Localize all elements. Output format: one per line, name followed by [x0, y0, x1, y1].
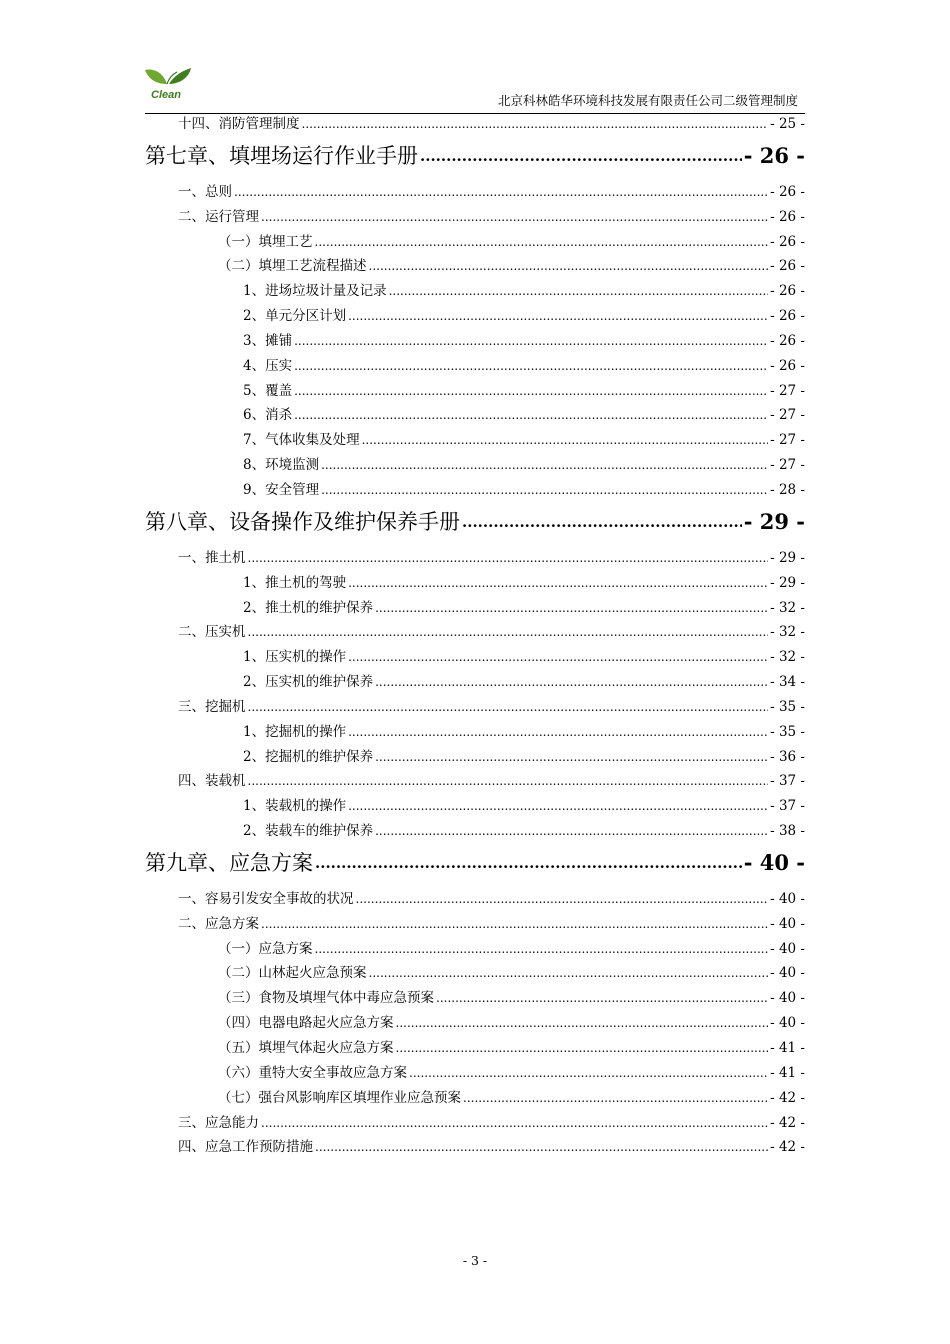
toc-entry[interactable] — [145, 566, 805, 591]
toc-entry-title: 2、装载车的维护保养 — [243, 823, 374, 840]
toc-leader-dots — [348, 649, 768, 665]
toc-entry[interactable] — [145, 1131, 805, 1156]
toc-entry[interactable] — [145, 250, 805, 275]
toc-leader-dots — [248, 699, 769, 715]
company-header: 北京科林皓华环境科技发展有限责任公司二级管理制度 — [497, 93, 798, 108]
toc-entry-page: - 38 - — [770, 823, 805, 840]
toc-entry-page: - 42 - — [770, 1089, 805, 1106]
toc-entry[interactable] — [145, 814, 805, 839]
toc-entry[interactable] — [145, 1081, 805, 1106]
toc-entry-page: - 27 - — [770, 432, 805, 449]
toc-leader-dots — [375, 600, 768, 616]
toc-entry-page: - 34 - — [770, 674, 805, 691]
toc-entry-page: - 40 - — [743, 850, 805, 876]
toc-leader-dots — [348, 724, 768, 740]
toc-entry-title: 第八章、设备操作及维护保养手册 — [145, 509, 460, 534]
toc-entry-title: 1、进场垃圾计量及记录 — [243, 283, 387, 300]
toc-leader-dots — [369, 965, 769, 981]
toc-entry[interactable] — [145, 299, 805, 324]
toc-entry-page: - 27 - — [770, 457, 805, 474]
toc-entry-page: - 29 - — [770, 549, 805, 566]
toc-entry-title: 2、压实机的维护保养 — [243, 674, 374, 691]
toc-leader-dots — [463, 1090, 768, 1106]
toc-entry[interactable] — [145, 740, 805, 765]
toc-entry[interactable] — [145, 200, 805, 225]
toc-entry-page: - 26 - — [770, 183, 805, 200]
toc-entry[interactable] — [145, 690, 805, 715]
toc-leader-dots — [248, 624, 769, 640]
toc-entry-title: 2、单元分区计划 — [243, 308, 347, 325]
toc-entry-title: （一）应急方案 — [218, 940, 313, 957]
toc-entry-page: - 26 - — [770, 332, 805, 349]
toc-entry[interactable] — [145, 715, 805, 740]
toc-entry-page: - 40 - — [770, 940, 805, 957]
toc-entry[interactable] — [145, 116, 805, 132]
toc-entry-page: - 35 - — [770, 698, 805, 715]
toc-entry-title: 3、摊铺 — [243, 332, 293, 349]
toc-entry-page: - 26 - — [770, 357, 805, 374]
toc-leader-dots — [462, 507, 742, 535]
toc-entry-page: - 41 - — [770, 1064, 805, 1081]
toc-leader-dots — [234, 184, 768, 200]
leaf-logo-icon — [143, 66, 195, 102]
toc-leader-dots — [375, 823, 768, 839]
toc-entry[interactable] — [145, 957, 805, 982]
toc-leader-dots — [294, 333, 768, 349]
toc-entry-page: - 26 - — [743, 143, 805, 168]
toc-entry-page: - 40 - — [770, 965, 805, 982]
toc-leader-dots — [348, 575, 768, 591]
toc-entry[interactable] — [145, 349, 805, 374]
toc-entry-page: - 41 - — [770, 1040, 805, 1056]
toc-leader-dots — [389, 283, 769, 299]
toc-entry-page: - 28 - — [770, 481, 805, 498]
toc-entry-title: 一、总则 — [178, 183, 232, 200]
toc-leader-dots — [315, 848, 742, 876]
page-number: - 3 - — [462, 1253, 488, 1268]
toc-entry[interactable] — [145, 324, 805, 349]
toc-entry-page: - 25 - — [770, 116, 805, 132]
toc-entry[interactable] — [145, 591, 805, 616]
toc-entry[interactable] — [145, 541, 805, 566]
toc-entry-page: - 42 - — [770, 1139, 805, 1156]
toc-leader-dots — [248, 550, 769, 566]
toc-entry-page: - 36 - — [770, 748, 805, 765]
toc-entry-title: （二）填埋工艺流程描述 — [218, 258, 367, 275]
toc-entry-title: （四）电器电路起火应急方案 — [218, 1015, 394, 1032]
toc-entry-title: 5、覆盖 — [243, 382, 293, 399]
toc-entry[interactable] — [145, 448, 805, 473]
toc-entry-title: 一、容易引发安全事故的状况 — [178, 890, 354, 907]
toc-entry[interactable] — [145, 225, 805, 250]
toc-entry-page: - 40 - — [770, 915, 805, 932]
header-rule — [145, 113, 805, 114]
toc-leader-dots — [409, 1065, 768, 1081]
toc-leader-dots — [261, 916, 768, 932]
toc-entry-title: 4、压实 — [243, 357, 293, 374]
toc-entry[interactable] — [145, 423, 805, 448]
toc-leader-dots — [396, 1015, 769, 1031]
toc-leader-dots — [362, 432, 769, 448]
toc-leader-dots — [321, 482, 768, 498]
toc-leader-dots — [315, 234, 769, 250]
toc-entry-page: - 27 - — [770, 407, 805, 424]
toc-entry[interactable] — [145, 399, 805, 424]
toc-entry[interactable] — [145, 274, 805, 299]
company-logo — [143, 66, 195, 102]
toc-entry-page: - 42 - — [770, 1114, 805, 1131]
toc-entry-title: 二、运行管理 — [178, 208, 259, 225]
toc-entry[interactable] — [145, 1106, 805, 1131]
toc-entry-title: 二、应急方案 — [178, 915, 259, 932]
toc-entry[interactable] — [145, 882, 805, 907]
toc-entry-page: - 40 - — [770, 1015, 805, 1032]
toc-entry-page: - 26 - — [770, 308, 805, 325]
toc-entry[interactable] — [145, 1031, 805, 1056]
toc-leader-dots — [261, 209, 768, 225]
toc-leader-dots — [315, 941, 769, 957]
toc-entry-title: 7、气体收集及处理 — [243, 432, 360, 449]
toc-entry-page: - 40 - — [770, 990, 805, 1007]
toc-entry-page: - 32 - — [770, 599, 805, 616]
toc-entry-title: 1、推土机的驾驶 — [243, 574, 347, 591]
toc-leader-dots — [356, 891, 769, 907]
toc-entry-title: 第七章、填埋场运行作业手册 — [145, 144, 418, 168]
toc-entry-title: 1、压实机的操作 — [243, 649, 347, 666]
toc-entry[interactable] — [145, 932, 805, 957]
toc-entry[interactable] — [145, 473, 805, 498]
toc-entry-page: - 26 - — [770, 233, 805, 250]
toc-leader-dots — [420, 141, 742, 169]
toc-leader-dots — [261, 1115, 768, 1131]
toc-entry[interactable] — [145, 1006, 805, 1031]
toc-leader-dots — [248, 773, 769, 789]
table-of-contents — [145, 116, 805, 1155]
toc-entry-title: （二）山林起火应急预案 — [218, 965, 367, 982]
toc-leader-dots — [321, 457, 768, 473]
toc-entry[interactable] — [145, 907, 805, 932]
toc-leader-dots — [348, 798, 768, 814]
toc-entry-title: 1、装载机的操作 — [243, 798, 347, 815]
toc-entry-title: 三、应急能力 — [178, 1114, 259, 1131]
toc-entry-page: - 32 - — [770, 624, 805, 641]
toc-entry-page: - 37 - — [770, 798, 805, 815]
toc-leader-dots — [436, 990, 768, 1006]
toc-entry[interactable] — [145, 665, 805, 690]
toc-entry[interactable] — [145, 616, 805, 641]
logo-text: Clean — [151, 89, 181, 101]
toc-leader-dots — [294, 358, 768, 374]
toc-entry-title: 第九章、应急方案 — [145, 851, 313, 876]
toc-chapter-entry[interactable] — [145, 498, 805, 541]
toc-entry-page: - 26 - — [770, 283, 805, 300]
toc-entry[interactable] — [145, 374, 805, 399]
toc-entry-page: - 29 - — [770, 574, 805, 591]
toc-entry-title: 8、环境监测 — [243, 457, 320, 474]
toc-entry-title: （三）食物及填埋气体中毒应急预案 — [218, 990, 434, 1007]
toc-leader-dots — [396, 1040, 769, 1056]
toc-leader-dots — [375, 674, 768, 690]
toc-entry-title: 二、压实机 — [178, 624, 246, 641]
toc-entry-title: 十四、消防管理制度 — [178, 116, 300, 132]
toc-entry[interactable] — [145, 175, 805, 200]
toc-entry-title: （五）填埋气体起火应急方案 — [218, 1040, 394, 1056]
toc-leader-dots — [375, 749, 768, 765]
toc-entry-page: - 27 - — [770, 382, 805, 399]
toc-entry-title: 四、应急工作预防措施 — [178, 1139, 313, 1156]
toc-entry-page: - 29 - — [743, 508, 805, 534]
toc-entry[interactable] — [145, 981, 805, 1006]
toc-entry[interactable] — [145, 765, 805, 790]
toc-leader-dots — [369, 258, 769, 274]
toc-leader-dots — [315, 1139, 768, 1155]
toc-entry-title: 9、安全管理 — [243, 481, 320, 498]
toc-leader-dots — [294, 383, 768, 399]
toc-entry-title: （一）填埋工艺 — [218, 233, 313, 250]
toc-entry[interactable] — [145, 789, 805, 814]
toc-entry-page: - 26 - — [770, 208, 805, 225]
toc-chapter-entry[interactable] — [145, 839, 805, 882]
toc-entry-page: - 40 - — [770, 890, 805, 907]
toc-entry-title: 2、推土机的维护保养 — [243, 599, 374, 616]
toc-entry-title: （六）重特大安全事故应急方案 — [218, 1064, 407, 1081]
toc-entry-title: 6、消杀 — [243, 407, 293, 424]
toc-entry[interactable] — [145, 640, 805, 665]
toc-leader-dots — [294, 407, 768, 423]
toc-leader-dots — [302, 116, 769, 132]
toc-entry-title: 1、挖掘机的操作 — [243, 723, 347, 740]
toc-entry-title: 2、挖掘机的维护保养 — [243, 748, 374, 765]
toc-chapter-entry[interactable] — [145, 132, 805, 175]
toc-entry-title: （七）强台风影响库区填埋作业应急预案 — [218, 1089, 461, 1106]
toc-entry-page: - 26 - — [770, 258, 805, 275]
toc-entry-page: - 37 - — [770, 773, 805, 790]
toc-entry-page: - 32 - — [770, 649, 805, 666]
toc-entry-title: 三、挖掘机 — [178, 698, 246, 715]
toc-entry-page: - 35 - — [770, 723, 805, 740]
toc-entry-title: 一、推土机 — [178, 549, 246, 566]
toc-leader-dots — [348, 308, 768, 324]
toc-entry[interactable] — [145, 1056, 805, 1081]
toc-entry-title: 四、装载机 — [178, 773, 246, 790]
